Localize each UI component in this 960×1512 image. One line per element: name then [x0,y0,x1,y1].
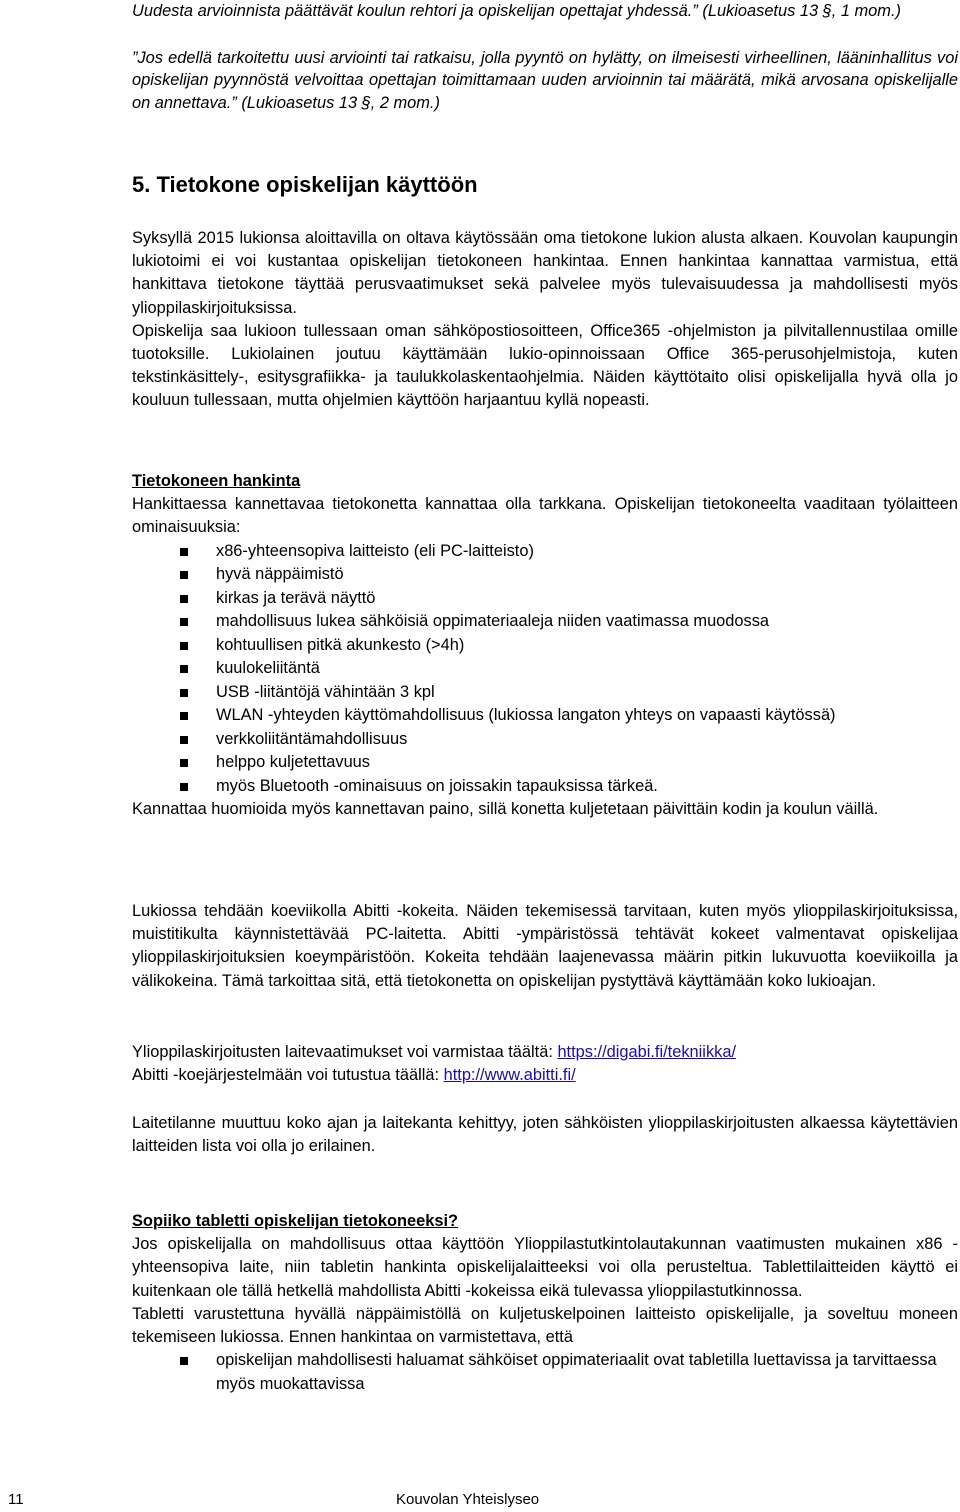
tabletti-heading: Sopiiko tabletti opiskelijan tietokoneeksi? [132,1212,459,1230]
intro-block [132,0,958,114]
tabletti-paragraph-2: Tabletti varustettuna hyvällä näppäimistöllä on kuljetuskelpoinen laitteisto opiskelijalle, ja soveltuu moneen tekemiseen lukiossa. Ennen hankintaa on varmistettava, että [132,1304,958,1347]
intro-paragraph-2: ”Jos edellä tarkoitettu uusi arviointi tai ratkaisu, jolla pyyntö on hylätty, on ilmeisesti virheellinen, lääninhallitus voi opiskelijan pyynnöstä velvoittaa opettajan toimittamaan uuden arvioinnin tai määrätä, mikä arvosana opiskelijalle on annettava.” (Lukioasetus 13 §, 2 mom.) [132,49,958,112]
abitti-paragraph: Lukiossa tehdään koeviikolla Abitti -kokeita. Näiden tekemisessä tarvitaan, kuten myös ylioppilaskirjoituksissa, muistitikulta käynnistettävää PC-laitetta. Abitti -ympäristössä tehtävät kokeet valmentavat opiskelijaa ylioppilaskirjoituksien koeympäristöön. Kokeita tehdään laajenevassa määrin pitkin lukuvuotta koeviikoilla ja välikokeina. Tämä tarkoittaa sitä, että tietokonetta on opiskelijan pystyttävä käyttämään koko lukioajan. [132,902,958,990]
list-item: helppo kuljetettavuus [132,751,958,775]
list-item: WLAN -yhteyden käyttömahdollisuus (lukiossa langaton yhteys on vapaasti käytössä) [132,704,958,728]
list-item: hyvä näppäimistö [132,563,958,587]
link-line-2-text: Abitti -koejärjestelmään voi tutustua täällä: [132,1066,444,1085]
list-item: kirkas ja terävä näyttö [132,587,958,611]
links-section [132,1041,958,1087]
computer-requirement-section [132,227,958,413]
list-item: opiskelijan mahdollisesti haluamat sähköiset oppimateriaalit ovat tabletilla luettavissa ja tarvittaessa myös muokattavissa [132,1349,958,1396]
list-item: x86-yhteensopiva laitteisto (eli PC-laitteisto) [132,540,958,564]
laitetilanne-section [132,1112,958,1158]
digabi-link[interactable]: https://digabi.fi/tekniikka/ [557,1043,737,1061]
hankinta-section [132,470,958,821]
paragraph-office365: Opiskelija saa lukioon tullessaan oman sähköpostiosoitteen, Office365 -ohjelmiston ja pilvitallennustilaa omille tuotoksille. Lukiolainen joutuu käyttämään lukio-opinnoissaan Office 365-perusohjelmistoja, kuten tekstinkäsittely-, esitysgrafiikka- ja taulukkolaskentaohjelmia. Näiden käyttötaito olisi opiskelijalla hyvä olla jo kouluun tullessaan, mutta ohjelmien käyttöön harjaantuu kyllä nopeasti. [132,321,958,410]
hankinta-outro: Kannattaa huomioida myös kannettavan paino, sillä konetta kuljetetaan päivittäin kodin ja koulun väillä. [132,800,879,819]
abitti-link[interactable]: http://www.abitti.fi/ [443,1066,576,1085]
section-title: 5. Tietokone opiskelijan käyttöön [132,172,478,197]
paragraph-requirement: Syksyllä 2015 lukionsa aloittavilla on oltava käytössään oma tietokone lukion alusta alkaen. Kouvolan kaupungin lukiotoimi ei voi kustantaa opiskelijan tietokoneen hankintaa. Ennen hankintaa kannattaa varmistua, että hankittava tietokone täyttää perusvaatimukset sekä palvelee myös tulevaisuudessa ja mahdollisesti myös ylioppilaskirjoituksissa. [132,229,958,317]
document-page [132,0,958,1393]
link-line-1 [132,1041,958,1064]
link-line-2 [132,1064,958,1087]
page-number: 11 [8,1491,24,1508]
hankinta-heading: Tietokoneen hankinta [132,472,301,490]
intro-paragraph-1: Uudesta arvioinnista päättävät koulun rehtori ja opiskelijan opettajat yhdessä.” (Lukioasetus 13 §, 1 mom.) [132,2,901,20]
list-item: kuulokeliitäntä [132,657,958,681]
list-item: mahdollisuus lukea sähköisiä oppimateriaaleja niiden vaatimassa muodossa [132,610,958,634]
list-item: myös Bluetooth -ominaisuus on joissakin tapauksissa tärkeä. [132,775,958,799]
hankinta-intro: Hankittaessa kannettavaa tietokonetta kannattaa olla tarkkana. Opiskelijan tietokoneelta vaaditaan työlaitteen ominaisuuksia: [132,495,958,537]
tabletti-paragraph-1: Jos opiskelijalla on mahdollisuus ottaa käyttöön Ylioppilastutkintolautakunnan vaatimusten mukainen x86 -yhteensopiva laite, niin tabletin hankinta opiskelijalaitteeksi voi olla perusteltua. Tablettilaitteiden käyttö ei kuitenkaan ole tällä hetkellä mahdollista Abitti -kokeissa eikä tulevassa ylioppilastutkinnossa. [132,1235,958,1300]
link-line-1-text: Ylioppilaskirjoitusten laitevaatimukset voi varmistaa täältä: [132,1043,558,1061]
abitti-section [132,900,958,993]
requirements-list [132,540,958,799]
footer-school-name: Kouvolan Yhteislyseo [396,1491,540,1508]
tabletti-section [132,1210,958,1396]
list-item: verkkoliitäntämahdollisuus [132,728,958,752]
tabletti-list [132,1349,958,1396]
list-item: kohtuullisen pitkä akunkesto (>4h) [132,634,958,658]
list-item: USB -liitäntöjä vähintään 3 kpl [132,681,958,705]
laitetilanne-paragraph: Laitetilanne muuttuu koko ajan ja laitekanta kehittyy, joten sähköisten ylioppilaskirjoitusten alkaessa käytettävien laitteiden lista voi olla jo erilainen. [132,1114,958,1156]
